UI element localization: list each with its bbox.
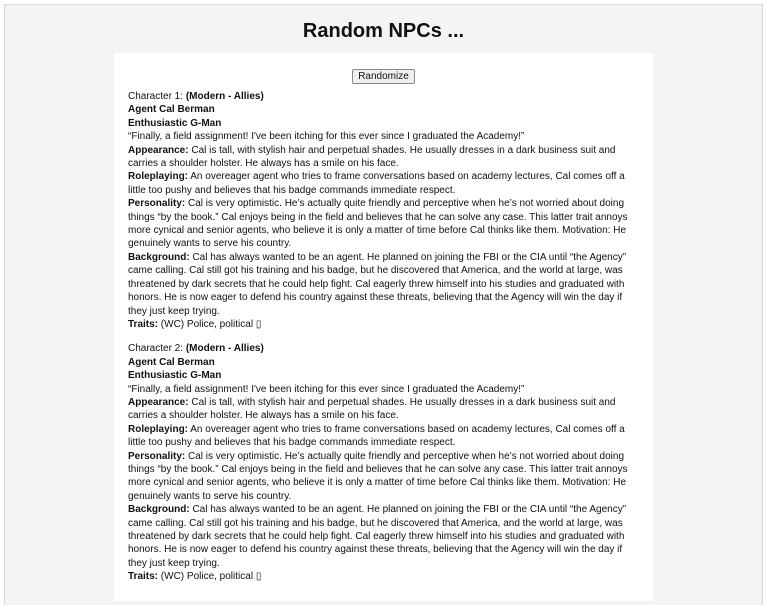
character-entry bbox=[128, 342, 639, 583]
traits-text: (WC) Police, political ▯ bbox=[158, 318, 262, 330]
personality-text: Cal is very optimistic. He’s actually quite friendly and perceptive when he’s not worried about doing things “by the book.” Cal enjoys being in the field and believes that he can solve any case. This latter trait annoys more cynical and senior agents, who believe it is only a matter of time before Cal thinks like them. Motivation: He genuinely wants to serve his country. bbox=[128, 450, 628, 502]
appearance-label: Appearance: bbox=[128, 144, 189, 156]
character-entry bbox=[128, 90, 639, 331]
personality-label: Personality: bbox=[128, 450, 186, 462]
page bbox=[4, 4, 763, 605]
character-name: Agent Cal Berman bbox=[128, 104, 215, 116]
appearance-text: Cal is tall, with stylish hair and perpetual shades. He usually dresses in a dark business suit and carries a shoulder holster. He always has a smile on his face. bbox=[128, 396, 616, 422]
character-number: Character 2: bbox=[128, 343, 186, 355]
personality-label: Personality: bbox=[128, 198, 186, 210]
roleplaying-label: Roleplaying: bbox=[128, 171, 189, 183]
character-quote: “Finally, a field assignment! I've been itching for this ever since I graduated the Academy!” bbox=[128, 383, 525, 395]
page-title: Random NPCs ... bbox=[302, 20, 465, 42]
character-title: Enthusiastic G-Man bbox=[128, 117, 222, 129]
roleplaying-text: An overeager agent who tries to frame conversations based on academy lectures, Cal comes off a little too pushy and believes that his badge commands immediate respect. bbox=[128, 423, 625, 449]
traits-label: Traits: bbox=[128, 571, 159, 583]
background-text: Cal has always wanted to be an agent. He planned on joining the FBI or the CIA until “the Agency” came calling. Cal still got his training and his badge, but he discovered that America, and the world at large, was threatened by dark secrets that he could help fight. Cal eagerly threw himself into his studies and graduated with honors. He is now eager to defend his country against these threats, believing that the Agency will win the day if they just keep trying. bbox=[128, 251, 627, 317]
content-card bbox=[114, 53, 653, 601]
appearance-label: Appearance: bbox=[128, 396, 189, 408]
character-list bbox=[114, 84, 653, 584]
roleplaying-label: Roleplaying: bbox=[128, 423, 189, 435]
traits-text: (WC) Police, political ▯ bbox=[158, 571, 262, 583]
appearance-text: Cal is tall, with stylish hair and perpetual shades. He usually dresses in a dark business suit and carries a shoulder holster. He always has a smile on his face. bbox=[128, 144, 616, 170]
personality-text: Cal is very optimistic. He’s actually quite friendly and perceptive when he’s not worried about doing things “by the book.” Cal enjoys being in the field and believes that he can solve any case. This latter trait annoys more cynical and senior agents, who believe it is only a matter of time before Cal thinks like them. Motivation: He genuinely wants to serve his country. bbox=[128, 198, 628, 250]
character-category: (Modern - Allies) bbox=[185, 91, 264, 102]
background-label: Background: bbox=[128, 504, 190, 516]
background-text: Cal has always wanted to be an agent. He planned on joining the FBI or the CIA until “the Agency” came calling. Cal still got his training and his badge, but he discovered that America, and the world at large, was threatened by dark secrets that he could help fight. Cal eagerly threw himself into his studies and graduated with honors. He is now eager to defend his country against these threats, believing that the Agency will win the day if they just keep trying. bbox=[128, 504, 627, 569]
randomize-button[interactable]: Randomize bbox=[352, 69, 415, 84]
character-quote: “Finally, a field assignment! I've been itching for this ever since I graduated the Academy!” bbox=[128, 131, 525, 143]
character-name: Agent Cal Berman bbox=[128, 356, 215, 368]
character-number: Character 1: bbox=[128, 91, 186, 102]
character-title: Enthusiastic G-Man bbox=[128, 370, 222, 382]
traits-label: Traits: bbox=[128, 318, 159, 330]
character-category: (Modern - Allies) bbox=[185, 343, 264, 355]
background-label: Background: bbox=[128, 251, 190, 263]
roleplaying-text: An overeager agent who tries to frame conversations based on academy lectures, Cal comes off a little too pushy and believes that his badge commands immediate respect. bbox=[128, 171, 625, 196]
